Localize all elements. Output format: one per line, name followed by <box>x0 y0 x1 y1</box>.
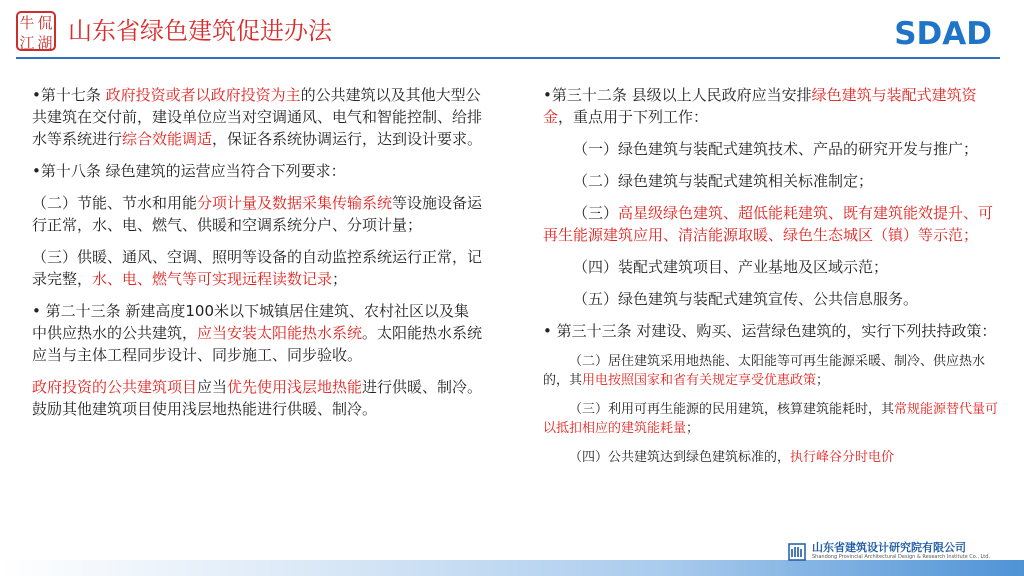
article-32-item-4: （四）装配式建筑项目、产业基地及区域示范； <box>573 258 889 276</box>
article-18: •第十八条 绿色建筑的运营应当符合下列要求： <box>32 162 346 180</box>
article-32: •第三十二条 县级以上人民政府应当安排绿色建筑与装配式建筑资金，重点用于下列工作： <box>543 86 977 126</box>
org-name-cn: 山东省建筑设计研究院有限公司 <box>812 541 966 554</box>
seal-logo <box>16 11 56 51</box>
right-column <box>543 84 999 477</box>
header-divider <box>16 57 1000 59</box>
article-33-item-2: （二）居住建筑采用地热能、太阳能等可再生能源采暖、制冷、供应热水的，其用电按照国家和省有关规定享受优惠政策； <box>543 354 986 388</box>
article-32-item-2: （二）绿色建筑与装配式建筑相关标准制定； <box>573 172 874 190</box>
article-23: • 第二十三条 新建高度100米以下城镇居住建筑、农村社区以及集中供应热水的公共建筑，应当安装太阳能热水系统。太阳能热水系统应当与主体工程同步设计、同步施工、同步验收。 <box>32 302 483 364</box>
article-23-geothermal: 政府投资的公共建筑项目应当优先使用浅层地热能进行供暖、制冷。鼓励其他建筑项目使用浅层地热能进行供暖、制冷。 <box>32 378 483 418</box>
article-32-item-1: （一）绿色建筑与装配式建筑技术、产品的研究开发与推广； <box>573 140 979 158</box>
footer-band <box>0 560 1024 576</box>
seal-char: 湖 <box>37 34 53 52</box>
left-column <box>32 84 484 430</box>
article-18-item-3: （三）供暖、通风、空调、照明等设备的自动监控系统运行正常，记录完整，水、电、燃气等可实现远程读数记录； <box>32 248 483 288</box>
footer-org-logo <box>788 542 990 561</box>
article-32-item-5: （五）绿色建筑与装配式建筑宣传、公共信息服务。 <box>573 290 919 308</box>
sdad-logo: SDAD <box>894 16 992 52</box>
article-32-item-3: （三）高星级绿色建筑、超低能耗建筑、既有建筑能效提升、可再生能源建筑应用、清洁能源取暖、绿色生态城区（镇）等示范； <box>543 204 994 244</box>
article-33: • 第三十三条 对建设、购买、运营绿色建筑的，实行下列扶持政策： <box>543 322 997 340</box>
seal-char: 侃 <box>37 14 53 32</box>
institute-logo-icon <box>788 543 806 561</box>
org-name-en: Shandong Provincial Architectural Design & Research Institute Co., Ltd. <box>812 554 991 560</box>
seal-char: 江 <box>19 34 35 52</box>
article-33-item-4: （四）公共建筑达到绿色建筑标准的，执行峰谷分时电价 <box>569 450 895 465</box>
page-title: 山东省绿色建筑促进办法 <box>68 17 332 45</box>
article-17: •第十七条 政府投资或者以政府投资为主的公共建筑以及其他大型公共建筑在交付前，建设单位应当对空调通风、电气和智能控制、给排水等系统进行综合效能调适，保证各系统协调运行，达到设计要求。 <box>32 86 483 148</box>
seal-char: 牛 <box>19 14 35 32</box>
article-33-item-3: （三）利用可再生能源的民用建筑，核算建筑能耗时，其常规能源替代量可以抵扣相应的建筑能耗量； <box>543 402 999 436</box>
article-18-item-2: （二）节能、节水和用能分项计量及数据采集传输系统等设施设备运行正常，水、电、燃气、供暖和空调系统分户、分项计量； <box>32 194 483 234</box>
